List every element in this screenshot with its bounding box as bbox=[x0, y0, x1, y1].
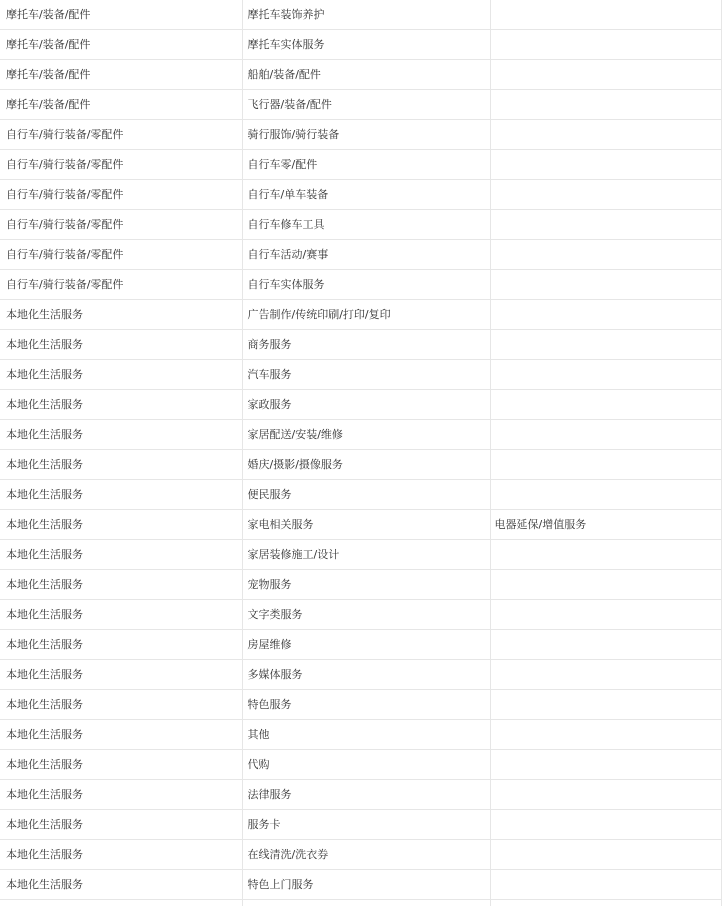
level3-category-cell bbox=[490, 600, 721, 630]
level1-category-cell: 摩托车/装备/配件 bbox=[0, 30, 242, 60]
level3-category-cell bbox=[490, 480, 721, 510]
level1-category-cell: 本地化生活服务 bbox=[0, 720, 242, 750]
level3-category-cell bbox=[490, 30, 721, 60]
level2-category-cell bbox=[242, 900, 490, 906]
table-row bbox=[0, 120, 721, 150]
level1-category-cell: 自行车/骑行装备/零配件 bbox=[0, 210, 242, 240]
level3-category-cell bbox=[490, 240, 721, 270]
level3-category-cell bbox=[490, 300, 721, 330]
level2-category-cell: 便民服务 bbox=[242, 480, 490, 510]
level1-category-cell: 本地化生活服务 bbox=[0, 510, 242, 540]
level1-category-cell: 本地化生活服务 bbox=[0, 450, 242, 480]
table-row bbox=[0, 60, 721, 90]
level3-category-cell bbox=[490, 810, 721, 840]
table-row bbox=[0, 180, 721, 210]
level3-category-cell bbox=[490, 360, 721, 390]
level3-category-cell: 电器延保/增值服务 bbox=[490, 510, 721, 540]
table-row bbox=[0, 450, 721, 480]
level2-category-cell: 船舶/装备/配件 bbox=[242, 60, 490, 90]
level1-category-cell: 摩托车/装备/配件 bbox=[0, 60, 242, 90]
level2-category-cell: 房屋维修 bbox=[242, 630, 490, 660]
level3-category-cell bbox=[490, 540, 721, 570]
level1-category-cell: 本地化生活服务 bbox=[0, 840, 242, 870]
table-row bbox=[0, 630, 721, 660]
level3-category-cell bbox=[490, 330, 721, 360]
level1-category-cell: 本地化生活服务 bbox=[0, 810, 242, 840]
level3-category-cell bbox=[490, 120, 721, 150]
level2-category-cell: 自行车活动/赛事 bbox=[242, 240, 490, 270]
table-row bbox=[0, 240, 721, 270]
level3-category-cell bbox=[490, 840, 721, 870]
level1-category-cell: 自行车/骑行装备/零配件 bbox=[0, 240, 242, 270]
level1-category-cell: 摩托车/装备/配件 bbox=[0, 90, 242, 120]
table-row bbox=[0, 480, 721, 510]
level2-category-cell: 文字类服务 bbox=[242, 600, 490, 630]
level3-category-cell bbox=[490, 750, 721, 780]
level3-category-cell bbox=[490, 210, 721, 240]
level3-category-cell bbox=[490, 180, 721, 210]
level3-category-cell bbox=[490, 570, 721, 600]
level1-category-cell: 摩托车/装备/配件 bbox=[0, 0, 242, 30]
level3-category-cell bbox=[490, 870, 721, 900]
level2-category-cell: 广告制作/传统印刷/打印/复印 bbox=[242, 300, 490, 330]
level1-category-cell: 本地化生活服务 bbox=[0, 600, 242, 630]
level2-category-cell: 自行车实体服务 bbox=[242, 270, 490, 300]
table-row bbox=[0, 300, 721, 330]
table-row bbox=[0, 750, 721, 780]
level3-category-cell bbox=[490, 780, 721, 810]
level2-category-cell: 宠物服务 bbox=[242, 570, 490, 600]
level1-category-cell: 本地化生活服务 bbox=[0, 870, 242, 900]
table-row bbox=[0, 90, 721, 120]
level1-category-cell: 本地化生活服务 bbox=[0, 540, 242, 570]
table-row bbox=[0, 690, 721, 720]
level2-category-cell: 家政服务 bbox=[242, 390, 490, 420]
table-row bbox=[0, 390, 721, 420]
level2-category-cell: 法律服务 bbox=[242, 780, 490, 810]
table-row bbox=[0, 870, 721, 900]
table-row bbox=[0, 0, 721, 30]
table-row bbox=[0, 360, 721, 390]
level1-category-cell: 本地化生活服务 bbox=[0, 630, 242, 660]
level2-category-cell: 摩托车实体服务 bbox=[242, 30, 490, 60]
table-row bbox=[0, 900, 721, 906]
level2-category-cell: 婚庆/摄影/摄像服务 bbox=[242, 450, 490, 480]
level1-category-cell: 本地化生活服务 bbox=[0, 690, 242, 720]
level3-category-cell bbox=[490, 450, 721, 480]
table-row bbox=[0, 540, 721, 570]
level1-category-cell: 本地化生活服务 bbox=[0, 780, 242, 810]
level2-category-cell: 自行车零/配件 bbox=[242, 150, 490, 180]
level2-category-cell: 骑行服饰/骑行装备 bbox=[242, 120, 490, 150]
table-row bbox=[0, 420, 721, 450]
level3-category-cell bbox=[490, 150, 721, 180]
level1-category-cell: 本地化生活服务 bbox=[0, 420, 242, 450]
level2-category-cell: 其他 bbox=[242, 720, 490, 750]
level1-category-cell: 本地化生活服务 bbox=[0, 480, 242, 510]
table-row bbox=[0, 570, 721, 600]
table-row bbox=[0, 660, 721, 690]
level3-category-cell bbox=[490, 60, 721, 90]
level1-category-cell: 自行车/骑行装备/零配件 bbox=[0, 120, 242, 150]
level2-category-cell: 汽车服务 bbox=[242, 360, 490, 390]
level2-category-cell: 家电相关服务 bbox=[242, 510, 490, 540]
table-row bbox=[0, 600, 721, 630]
level2-category-cell: 自行车修车工具 bbox=[242, 210, 490, 240]
level3-category-cell bbox=[490, 390, 721, 420]
table-row bbox=[0, 30, 721, 60]
level3-category-cell bbox=[490, 720, 721, 750]
level3-category-cell bbox=[490, 270, 721, 300]
level1-category-cell: 本地化生活服务 bbox=[0, 300, 242, 330]
level3-category-cell bbox=[490, 630, 721, 660]
level1-category-cell: 自行车/骑行装备/零配件 bbox=[0, 150, 242, 180]
level3-category-cell bbox=[490, 660, 721, 690]
level3-category-cell bbox=[490, 90, 721, 120]
level1-category-cell: 自行车/骑行装备/零配件 bbox=[0, 180, 242, 210]
level1-category-cell: 本地化生活服务 bbox=[0, 360, 242, 390]
table-row bbox=[0, 510, 721, 540]
table-row bbox=[0, 840, 721, 870]
level2-category-cell: 飞行器/装备/配件 bbox=[242, 90, 490, 120]
level2-category-cell: 家居装修施工/设计 bbox=[242, 540, 490, 570]
table-row bbox=[0, 270, 721, 300]
level2-category-cell: 商务服务 bbox=[242, 330, 490, 360]
level2-category-cell: 自行车/单车装备 bbox=[242, 180, 490, 210]
table-row bbox=[0, 210, 721, 240]
level2-category-cell: 多媒体服务 bbox=[242, 660, 490, 690]
level2-category-cell: 特色服务 bbox=[242, 690, 490, 720]
table-row bbox=[0, 720, 721, 750]
level2-category-cell: 摩托车装饰养护 bbox=[242, 0, 490, 30]
level1-category-cell: 本地化生活服务 bbox=[0, 570, 242, 600]
level3-category-cell bbox=[490, 420, 721, 450]
level1-category-cell: 自行车/骑行装备/零配件 bbox=[0, 270, 242, 300]
level3-category-cell bbox=[490, 900, 721, 906]
level3-category-cell bbox=[490, 690, 721, 720]
level1-category-cell: 本地化生活服务 bbox=[0, 660, 242, 690]
table-row bbox=[0, 330, 721, 360]
level1-category-cell: 本地化生活服务 bbox=[0, 750, 242, 780]
level2-category-cell: 代购 bbox=[242, 750, 490, 780]
level2-category-cell: 特色上门服务 bbox=[242, 870, 490, 900]
level2-category-cell: 在线清洗/洗衣券 bbox=[242, 840, 490, 870]
level1-category-cell bbox=[0, 900, 242, 906]
table-row bbox=[0, 780, 721, 810]
table-row bbox=[0, 810, 721, 840]
level2-category-cell: 家居配送/安装/维修 bbox=[242, 420, 490, 450]
level1-category-cell: 本地化生活服务 bbox=[0, 390, 242, 420]
level1-category-cell: 本地化生活服务 bbox=[0, 330, 242, 360]
level3-category-cell bbox=[490, 0, 721, 30]
level2-category-cell: 服务卡 bbox=[242, 810, 490, 840]
table-row bbox=[0, 150, 721, 180]
